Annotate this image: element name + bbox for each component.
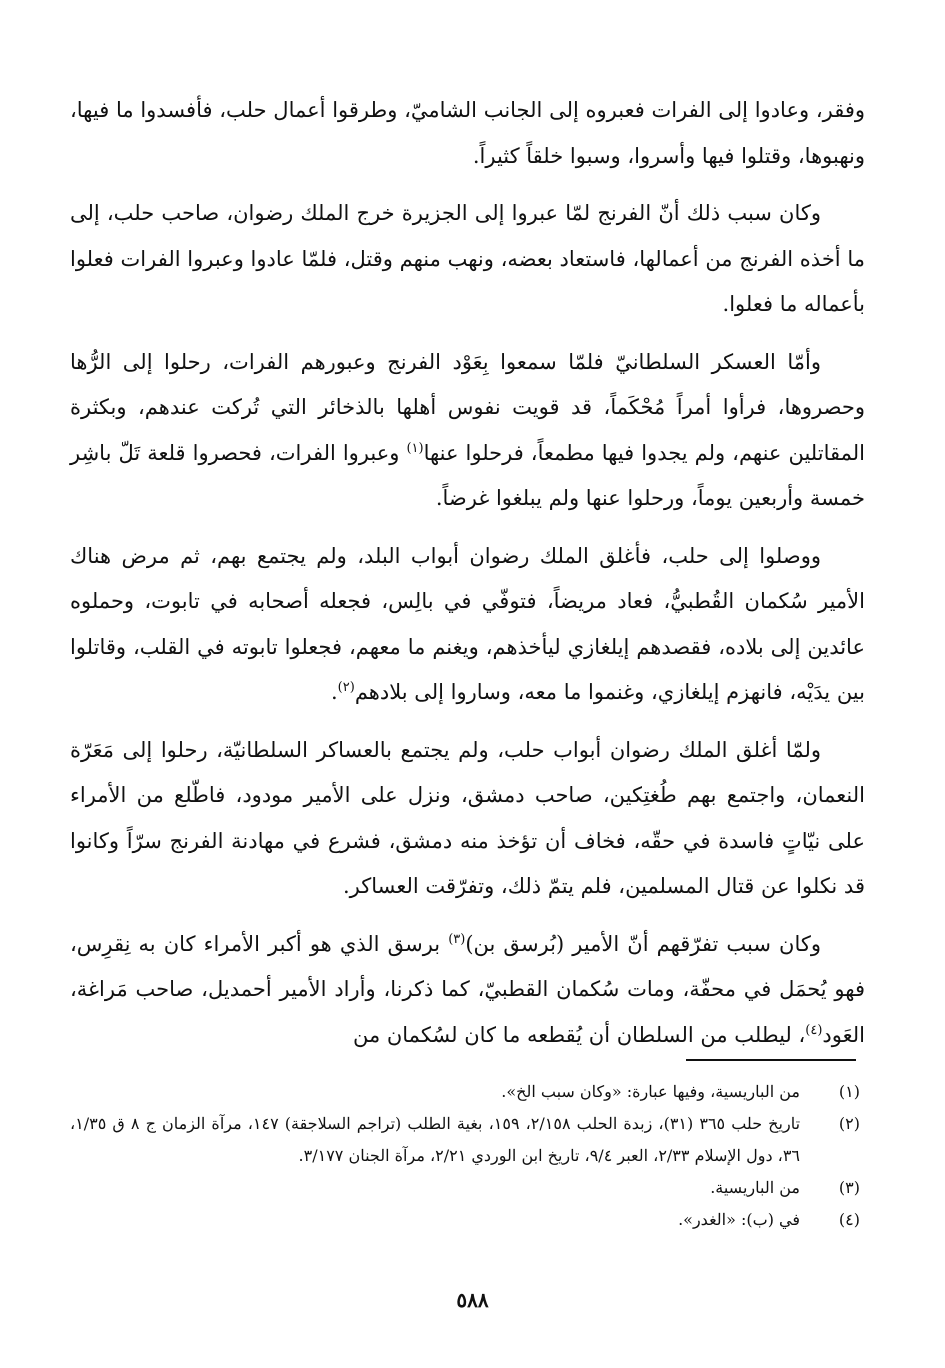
footnote-text: تاريخ حلب ٣٦٥ (٣١)، زبدة الحلب ٢/١٥٨، ١٥٩، بغية الطلب (تراجم السلاجقة) ١٤٧، مرآة الزمان ج ٨ ق ١/٣٥، ٣٦، دول الإسلام ٢/٣٣، العبر ٩/٤، تاريخ ابن الوردي ٢/٢١، مرآة الجنان ٣/١٧٧. — [70, 1114, 801, 1165]
footnote-ref[interactable]: (٢) — [337, 680, 355, 695]
paragraph — [70, 191, 865, 328]
footnote-ref[interactable]: (٤) — [805, 1022, 823, 1038]
footnote-ref[interactable]: (١) — [406, 440, 424, 456]
paragraph — [70, 922, 865, 1059]
paragraph-text: . — [330, 680, 338, 704]
footnote — [70, 1204, 860, 1236]
footnote — [70, 1172, 860, 1204]
paragraph-text: ولمّا أغلق الملك رضوان أبواب حلب، ولم يجتمع بالعساكر السلطانيّة، رحلوا إلى مَعَرّة النعمان، واجتمع بهم طُغتِكين، صاحب دمشق، ونزل على الأمير مودود، فاطّلع من الأمراء على نيّاتٍ فاسدة في حقّه، فخاف أن تؤخذ منه دمشق، فشرع في مهادنة الفرنج سرّاً وكانوا قد نكلوا عن قتال المسلمين، فلم يتمّ ذلك، وتفرّقت العساكر. — [70, 737, 865, 898]
paragraph-text: وأمّا العسكر السلطانيّ فلمّا سمعوا بِعَوْد الفرنج وعبورهم الفرات، رحلوا إلى الرُّها وحصروها، فرأوا أمراً مُحْكَماً، قد قويت نفوس أهلها بالذخائر التي تُركت عندهم، وبكثرة المقاتلين عنهم، ولم يجدوا فيها مطمعاً، فرحلوا عنها — [70, 349, 865, 465]
paragraph-text: برسق الذي هو أكبر الأمراء كان به نِقرِس، فهو يُحمَل في محفّة، ومات سُكمان القطبيّ، كما ذكرنا، وأراد الأمير أحمديل، صاحب مَراغة، العَود — [70, 931, 865, 1047]
page-number: ٥٨٨ — [456, 1288, 489, 1312]
paragraph-text: وكان سبب ذلك أنّ الفرنج لمّا عبروا إلى الجزيرة خرج الملك رضوان، صاحب حلب، إلى ما أخذه الفرنج من أعمالها، فاستعاد بعضه، ونهب منهم وقتل، فلمّا عادوا وعبروا الفرات فعلوا بأعماله ما فعلوا. — [70, 201, 865, 316]
footnote-text: من الباريسية. — [710, 1178, 800, 1197]
footnote — [70, 1108, 860, 1172]
main-text — [70, 88, 865, 1070]
footnote-text: من الباريسية، وفيها عبارة: «وكان سبب الخ». — [501, 1082, 800, 1101]
paragraph-text: ووصلوا إلى حلب، فأغلق الملك رضوان أبواب البلد، ولم يجتمع بهم، ثم مرض هناك الأمير سُكمان القُطبيُّ، فعاد مريضاً، فتوفّي في بالِس، فجعله أصحابه في تابوت، وحملوه عائدين إلى بلاده، فقصدهم إيلغازي ليأخذهم، ويغنم ما معهم، فجعلوا تابوته في القلب، وقاتلوا بين يدَيْه، فانهزم إيلغازي، وغنموا ما معه، وساروا إلى بلادهم — [70, 543, 865, 704]
footnote-number: (٣) — [838, 1178, 860, 1197]
footnote — [70, 1076, 860, 1108]
footnote-ref[interactable]: (٣) — [448, 931, 466, 947]
footnote-number: (٢) — [838, 1114, 860, 1133]
footnote-number: (١) — [838, 1082, 860, 1101]
footnote-separator — [686, 1059, 856, 1061]
paragraph-text: ، ليطلب من السلطان أن يُقطعه ما كان لسُكمان من — [352, 1022, 806, 1047]
footnotes — [70, 1076, 860, 1236]
paragraph-text: وعبروا الفرات، فحصروا قلعة تَلّ باشِر خمسة وأربعين يوماً، ورحلوا عنها ولم يبلغوا غرضاً. — [70, 440, 865, 510]
paragraph — [70, 728, 865, 910]
paragraph-text: وفقر، وعادوا إلى الفرات فعبروه إلى الجانب الشاميّ، وطرقوا أعمال حلب، فأفسدوا ما فيها، ونهبوها، وقتلوا فيها وأسروا، وسبوا خلقاً كثيراً. — [70, 98, 865, 168]
paragraph — [70, 340, 865, 522]
footnote-text: في (ب): «الغدر». — [678, 1210, 800, 1229]
paragraph-text: وكان سبب تفرّقهم أنّ الأمير (بُرسق بن) — [465, 931, 822, 956]
paragraph — [70, 88, 865, 179]
paragraph — [70, 534, 865, 716]
footnote-number: (٤) — [838, 1210, 860, 1229]
